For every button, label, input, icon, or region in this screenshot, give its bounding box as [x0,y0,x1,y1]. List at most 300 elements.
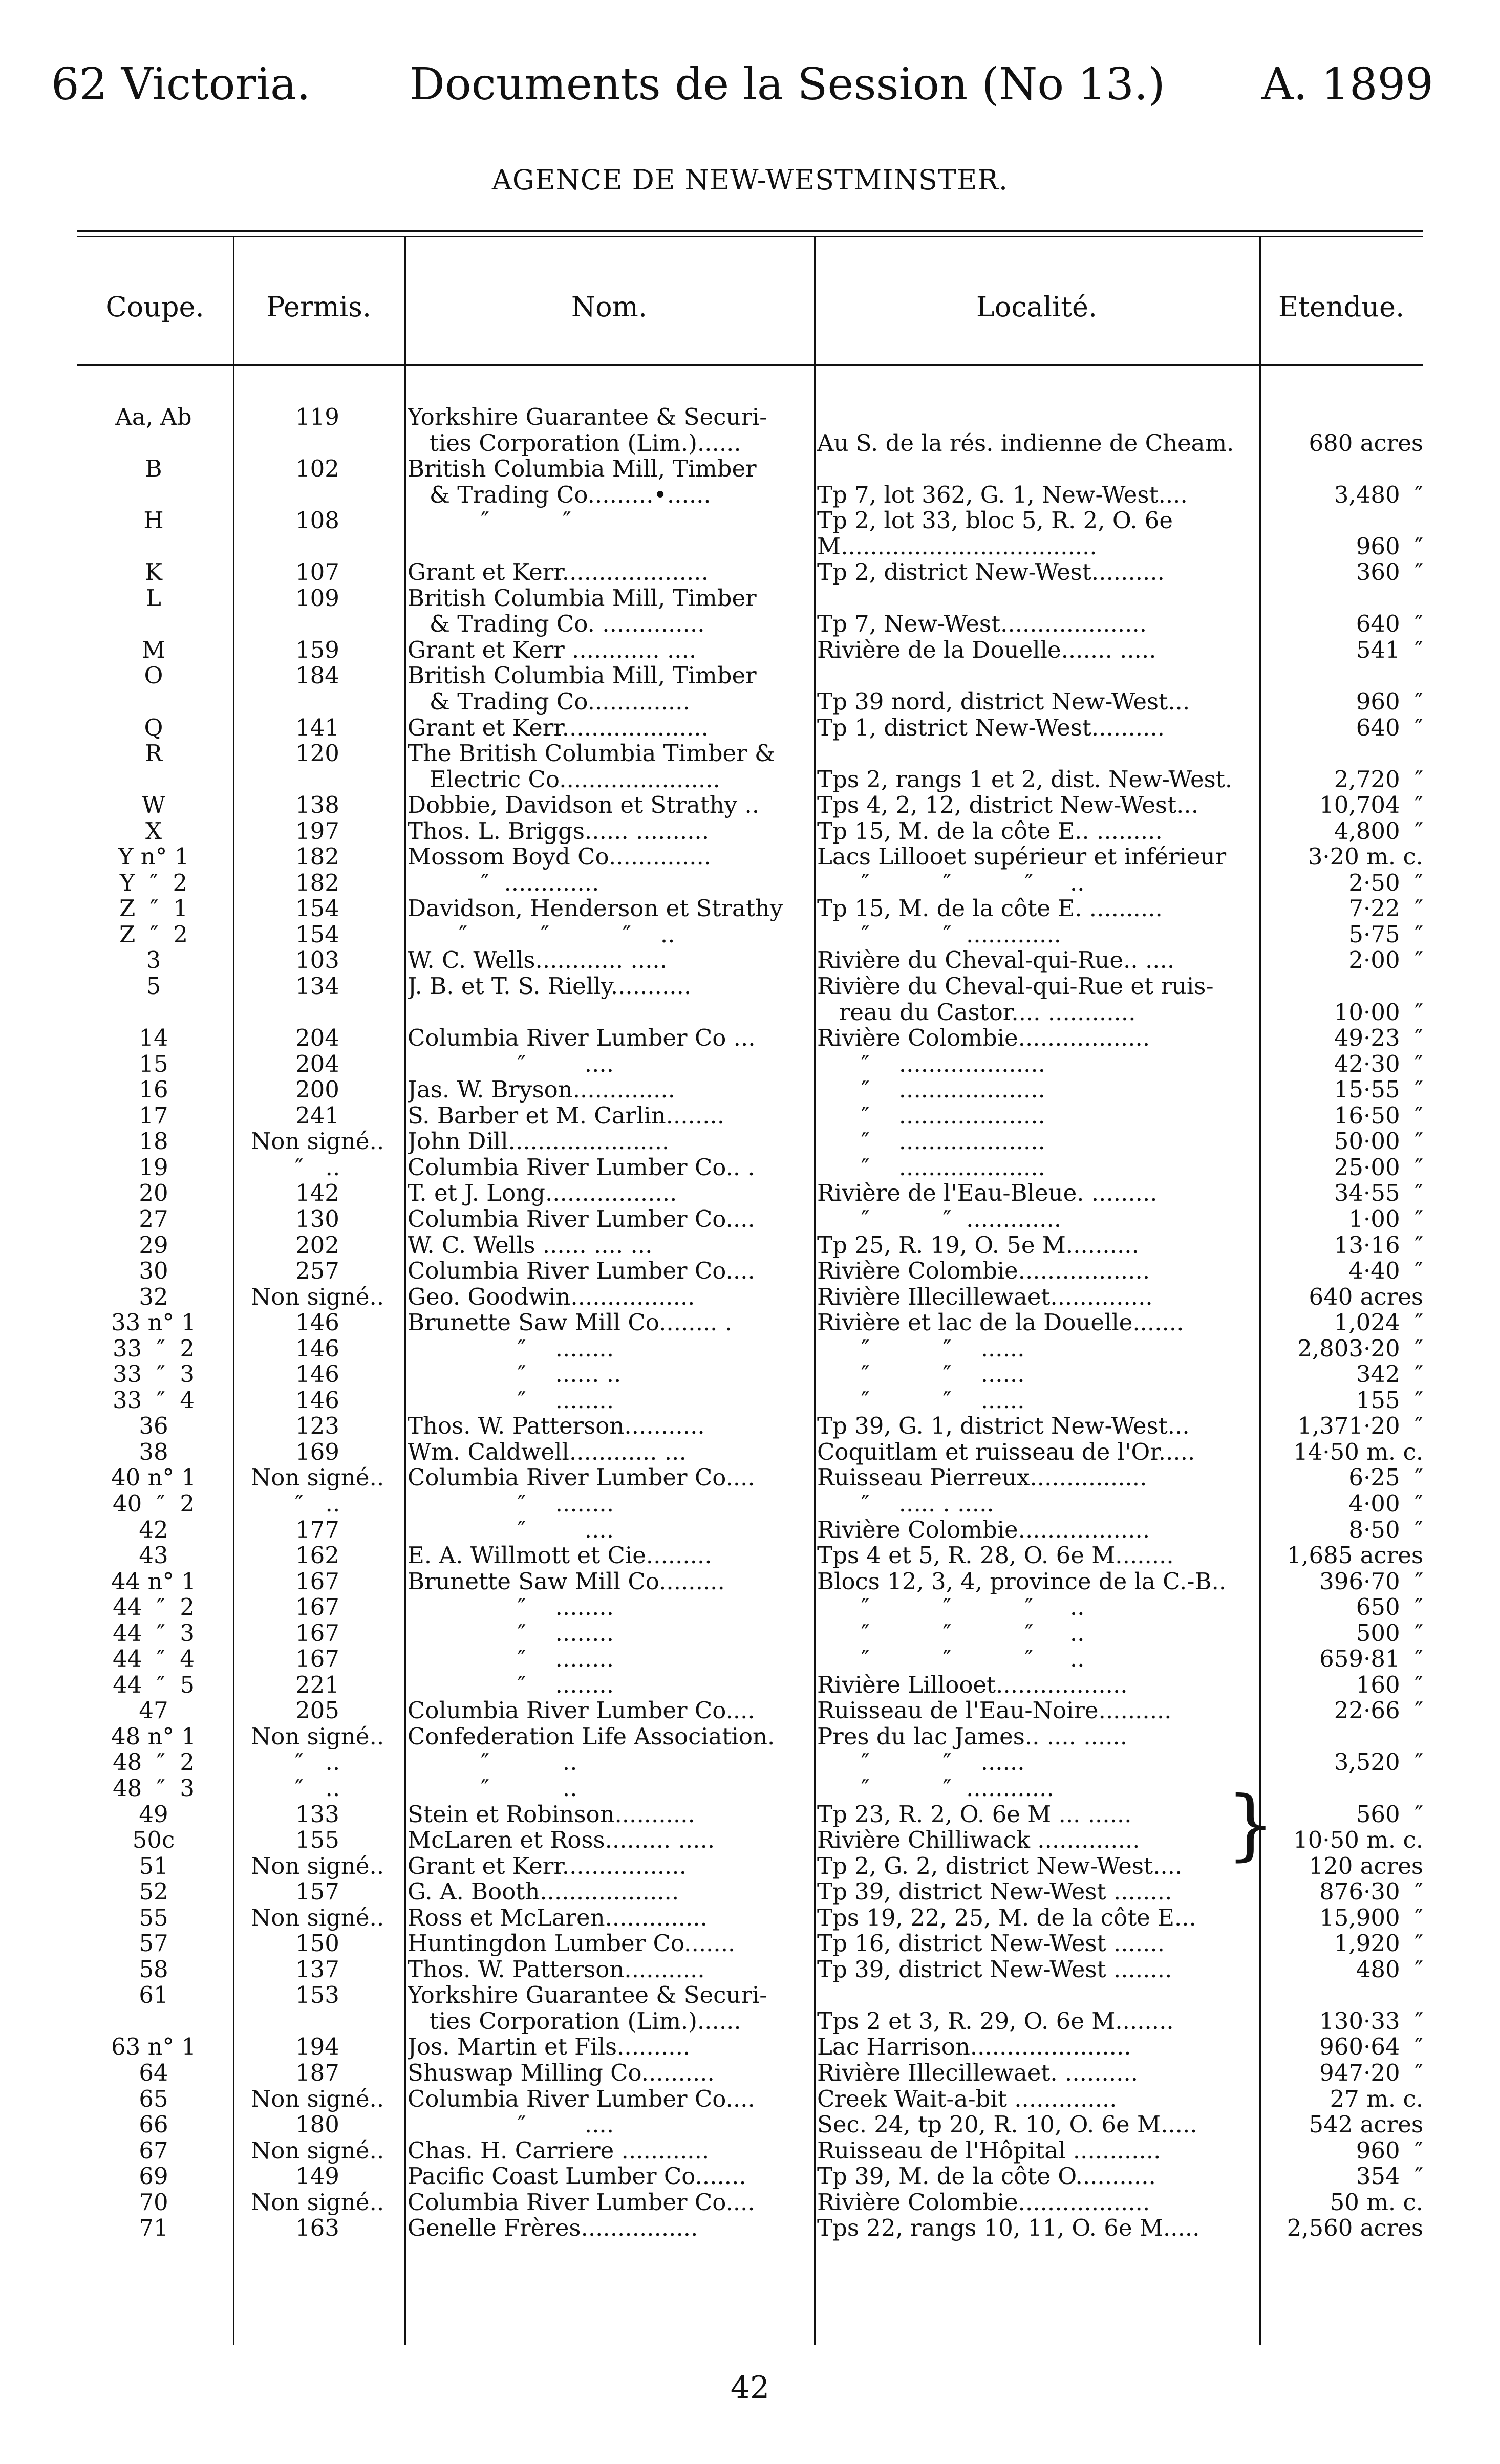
cell-permis: 130 [295,1206,339,1233]
cell-localite: Tp 16, district New-West ....... [817,1931,1165,1957]
cell-permis: 134 [295,974,339,1000]
table-row [0,1931,1500,1957]
cell-localite: Au S. de la rés. indienne de Cheam. [817,430,1234,457]
table-row [0,1776,1500,1802]
cell-etendue: 4·00 ″ [1348,1490,1423,1517]
cell-coupe: Aa, Ab [115,404,192,430]
table-row [0,1982,1500,2008]
cell-etendue: 360 ″ [1356,559,1423,586]
cell-etendue: 15·55 ″ [1334,1077,1423,1103]
table-row [0,1594,1500,1620]
cell-localite: Rivière Colombie.................. [817,2189,1150,2216]
cell-etendue: 27 m. c. [1330,2086,1423,2112]
cell-permis: 119 [295,404,339,430]
cell-etendue: 8·50 ″ [1348,1517,1423,1543]
cell-etendue: 15,900 ″ [1319,1905,1423,1931]
table-row [0,1155,1500,1181]
cell-coupe: 48 n° 1 [111,1723,196,1750]
cell-localite: ″ .................... [817,1129,1045,1155]
cell-coupe: 20 [139,1180,168,1206]
table-row [0,1206,1500,1233]
cell-nom: Thos. W. Patterson........... [408,1413,705,1439]
cell-permis: Non signé.. [250,2189,384,2216]
cell-coupe: Y n° 1 [118,844,189,870]
table-row [0,947,1500,974]
cell-nom: & Trading Co.............. [408,689,690,715]
cell-permis: 184 [295,663,339,689]
section-title: AGENCE DE NEW-WESTMINSTER. [491,164,1009,196]
cell-nom: McLaren et Ross......... ..... [408,1827,715,1853]
cell-coupe: 3 [146,947,161,974]
cell-permis: 120 [295,741,339,767]
table-top-rule-2 [77,236,1423,237]
cell-etendue: 650 ″ [1356,1594,1423,1620]
cell-etendue: 2·50 ″ [1348,870,1423,896]
cell-localite: Tps 22, rangs 10, 11, O. 6e M..... [817,2215,1200,2241]
cell-coupe: 49 [139,1801,168,1828]
cell-etendue: 25·00 ″ [1334,1154,1423,1181]
cell-nom: ties Corporation (Lim.)...... [408,430,741,457]
cell-localite: Rivière Colombie.................. [817,1025,1150,1051]
cell-etendue: 34·55 ″ [1334,1180,1423,1206]
cell-localite: Tps 4, 2, 12, district New-West... [817,792,1199,818]
cell-localite: Rivière du Cheval-qui-Rue et ruis- [817,974,1214,1000]
cell-coupe: 15 [139,1051,168,1077]
cell-permis: 154 [295,921,339,948]
cell-localite: Tps 4 et 5, R. 28, O. 6e M........ [817,1543,1174,1569]
cell-coupe: 33 ″ 4 [113,1387,195,1414]
cell-permis: 204 [295,1051,339,1077]
cell-etendue: 1,371·20 ″ [1297,1413,1423,1439]
cell-permis: 102 [295,456,339,482]
cell-etendue: 640 ″ [1356,611,1423,637]
cell-etendue: 10·00 ″ [1334,999,1423,1026]
cell-etendue: 5·75 ″ [1348,921,1423,948]
cell-nom: Yorkshire Guarantee & Securi- [408,1982,767,2008]
table-row [0,482,1500,508]
cell-coupe: 55 [139,1905,168,1931]
table-row [0,741,1500,767]
column-header-localite: Localité. [976,291,1098,323]
cell-coupe: 61 [139,1982,168,2008]
cell-permis: 204 [295,1025,339,1051]
cell-permis: 182 [295,870,339,896]
cell-coupe: L [146,585,161,612]
cell-nom: Brunette Saw Mill Co........ . [408,1310,733,1336]
cell-permis: 123 [295,1413,339,1439]
cell-nom: Columbia River Lumber Co.... [408,1258,755,1284]
cell-permis: 150 [295,1931,339,1957]
cell-localite: Pres du lac James.. .... ...... [817,1723,1128,1750]
table-row [0,1957,1500,1983]
cell-nom: ″ ........ [408,1646,614,1672]
table-row [0,715,1500,741]
cell-etendue: 160 ″ [1356,1672,1423,1698]
cell-etendue: 947·20 ″ [1319,2060,1423,2086]
cell-nom: Dobbie, Davidson et Strathy .. [408,792,760,818]
cell-permis: 167 [295,1646,339,1672]
cell-nom: Grant et Kerr................. [408,1853,687,1879]
cell-etendue: 876·30 ″ [1319,1879,1423,1905]
table-row [0,2112,1500,2138]
table-row [0,1646,1500,1672]
cell-nom: Columbia River Lumber Co.... [408,2086,755,2112]
cell-etendue: 541 ″ [1356,637,1423,663]
cell-localite: Rivière Chilliwack .............. [817,1827,1140,1853]
cell-nom: Ross et McLaren.............. [408,1905,708,1931]
cell-localite: Sec. 24, tp 20, R. 10, O. 6e M..... [817,2112,1197,2138]
cell-nom: Thos. W. Patterson........... [408,1956,705,1983]
cell-coupe: 5 [146,974,161,1000]
cell-nom: ″ ........ [408,1387,614,1414]
cell-permis: ″ .. [294,1775,340,1802]
cell-permis: 133 [295,1801,339,1828]
cell-nom: The British Columbia Timber & [408,741,776,767]
table-row [0,1879,1500,1905]
cell-nom: Brunette Saw Mill Co......... [408,1568,725,1595]
cell-nom: Shuswap Milling Co.......... [408,2060,715,2086]
cell-nom: Columbia River Lumber Co ... [408,1025,756,1051]
cell-localite: Tps 2 et 3, R. 29, O. 6e M........ [817,2008,1174,2035]
cell-nom: ″ .... [408,1051,614,1077]
table-row [0,1439,1500,1465]
table-row [0,2190,1500,2216]
cell-coupe: Y ″ 2 [119,870,188,896]
cell-permis: Non signé.. [250,2137,384,2164]
cell-permis: 169 [295,1439,339,1465]
cell-nom: ″ .... [408,2112,614,2138]
table-row [0,2034,1500,2060]
table-row [0,1233,1500,1259]
cell-permis: 146 [295,1361,339,1388]
cell-nom: ″ ...... .. [408,1361,622,1388]
cell-coupe: 38 [139,1439,168,1465]
cell-localite: Rivière du Cheval-qui-Rue.. .... [817,947,1175,974]
cell-nom: Thos. L. Briggs...... .......... [408,818,710,845]
cell-coupe: B [145,456,162,482]
cell-coupe: 67 [139,2137,168,2164]
table-row [0,1361,1500,1388]
table-row [0,844,1500,870]
table-row [0,586,1500,612]
cell-nom: Pacific Coast Lumber Co....... [408,2164,746,2190]
cell-localite: Tp 39, district New-West ........ [817,1956,1172,1983]
table-row [0,1465,1500,1491]
cell-coupe: X [145,818,162,845]
cell-permis: Non signé.. [250,1129,384,1155]
cell-etendue: 640 ″ [1356,715,1423,741]
cell-etendue: 680 acres [1309,430,1423,457]
table-row [0,689,1500,715]
cell-coupe: Q [144,715,163,741]
cell-localite: Tp 7, New-West.................... [817,611,1147,637]
cell-permis: Non signé.. [250,1723,384,1750]
cell-permis: 180 [295,2112,339,2138]
cell-coupe: 57 [139,1931,168,1957]
table-row [0,1310,1500,1336]
cell-permis: 155 [295,1827,339,1853]
cell-localite: ″ .................... [817,1051,1045,1077]
cell-localite: Blocs 12, 3, 4, province de la C.-B.. [817,1568,1227,1595]
cell-coupe: 36 [139,1413,168,1439]
cell-permis: ″ .. [294,1490,340,1517]
cell-localite: ″ ″ ...... [817,1335,1025,1362]
brace-48: } [1226,1780,1275,1869]
cell-nom: Davidson, Henderson et Strathy [408,896,783,922]
header-left: 62 Victoria. [51,59,311,110]
cell-coupe: 27 [139,1206,168,1233]
table-row [0,1905,1500,1931]
cell-permis: ″ .. [294,1154,340,1181]
table-top-rule [77,230,1423,232]
cell-nom: & Trading Co.........•...... [408,482,711,508]
cell-permis: 146 [295,1335,339,1362]
cell-etendue: 2,560 acres [1287,2215,1423,2241]
cell-coupe: R [145,741,162,767]
cell-localite: Tp 39 nord, district New-West... [817,689,1190,715]
table-row [0,896,1500,922]
table-row [0,1077,1500,1103]
cell-localite: Tp 15, M. de la côte E.. ......... [817,818,1163,845]
cell-coupe: 44 ″ 4 [113,1646,195,1672]
table-row [0,1827,1500,1853]
cell-coupe: 44 ″ 3 [113,1620,195,1647]
cell-nom: Jas. W. Bryson.............. [408,1077,675,1103]
cell-permis: 177 [295,1517,339,1543]
cell-permis: 108 [295,508,339,534]
cell-coupe: 19 [139,1154,168,1181]
table-row [0,1853,1500,1879]
cell-coupe: 44 ″ 2 [113,1594,195,1620]
cell-localite: Rivière de l'Eau-Bleue. ......... [817,1180,1158,1206]
cell-localite: ″ ..... . ..... [817,1490,994,1517]
cell-nom: Wm. Caldwell............ ... [408,1439,687,1465]
cell-coupe: 52 [139,1879,168,1905]
cell-permis: 157 [295,1879,339,1905]
cell-localite: Tp 25, R. 19, O. 5e M.......... [817,1232,1139,1259]
cell-nom: ″ ........ [408,1490,614,1517]
cell-localite: Ruisseau Pierreux................ [817,1465,1147,1491]
cell-localite: Tp 39, district New-West ........ [817,1879,1172,1905]
cell-coupe: Z ″ 1 [119,896,188,922]
table-row [0,1336,1500,1362]
cell-permis: 167 [295,1594,339,1620]
cell-localite: Rivière de la Douelle....... ..... [817,637,1156,663]
page-number: 42 [730,2370,770,2406]
cell-localite: Tp 15, M. de la côte E. .......... [817,896,1163,922]
table-row [0,2060,1500,2086]
cell-nom: ″ ........ [408,1620,614,1647]
table-row [0,1698,1500,1724]
cell-nom: British Columbia Mill, Timber [408,585,757,612]
cell-nom: ″ ........ [408,1335,614,1362]
table-row [0,637,1500,663]
cell-etendue: 960 ″ [1356,2137,1423,2164]
cell-etendue: 960·64 ″ [1319,2034,1423,2060]
table-row [0,1129,1500,1155]
cell-etendue: 3,520 ″ [1334,1749,1423,1776]
cell-etendue: 640 acres [1309,1284,1423,1310]
cell-nom: Confederation Life Association. [408,1723,775,1750]
cell-coupe: 48 ″ 3 [113,1775,195,1802]
cell-etendue: 480 ″ [1356,1956,1423,1983]
cell-etendue: 10·50 m. c. [1293,1827,1423,1853]
table-row [0,430,1500,457]
cell-localite: ″ ″ ″ .. [817,1594,1085,1620]
cell-localite: ″ ″ ............. [817,921,1062,948]
cell-etendue: 396·70 ″ [1319,1568,1423,1595]
cell-localite: Tp 23, R. 2, O. 6e M ... ...... [817,1801,1132,1828]
cell-nom: G. A. Booth................... [408,1879,679,1905]
cell-etendue: 50·00 ″ [1334,1129,1423,1155]
cell-coupe: W [141,792,166,818]
cell-coupe: 51 [139,1853,168,1879]
table-row [0,1802,1500,1828]
cell-coupe: H [143,508,164,534]
cell-coupe: 44 n° 1 [111,1568,196,1595]
table-row [0,1025,1500,1051]
table-row [0,1180,1500,1206]
cell-permis: 138 [295,792,339,818]
cell-etendue: 354 ″ [1356,2164,1423,2190]
table-row [0,2215,1500,2241]
cell-coupe: 16 [139,1077,168,1103]
cell-coupe: 33 ″ 3 [113,1361,195,1388]
cell-localite: ″ ″ ″ .. [817,1646,1085,1672]
cell-localite: Tp 39, M. de la côte O........... [817,2164,1156,2190]
cell-coupe: 58 [139,1956,168,1983]
cell-etendue: 10,704 ″ [1319,792,1423,818]
cell-coupe: 33 n° 1 [111,1310,196,1336]
cell-permis: 162 [295,1543,339,1569]
cell-etendue: 2·00 ″ [1348,947,1423,974]
cell-permis: Non signé.. [250,1905,384,1931]
cell-permis: 182 [295,844,339,870]
cell-localite: Tps 19, 22, 25, M. de la côte E... [817,1905,1196,1931]
cell-etendue: 50 m. c. [1330,2189,1423,2216]
cell-etendue: 155 ″ [1356,1387,1423,1414]
table-row [0,534,1500,560]
cell-etendue: 14·50 m. c. [1293,1439,1423,1465]
table-row [0,870,1500,896]
cell-localite: Tp 1, district New-West.......... [817,715,1165,741]
cell-localite: ″ ″ ...... [817,1749,1025,1776]
cell-coupe: 18 [139,1129,168,1155]
column-header-nom: Nom. [571,291,648,323]
cell-localite: Lac Harrison...................... [817,2034,1131,2060]
cell-coupe: 65 [139,2086,168,2112]
cell-localite: ″ ″ ............. [817,1206,1062,1233]
cell-permis: 137 [295,1956,339,1983]
table-row [0,922,1500,948]
table-row [0,1284,1500,1310]
cell-etendue: 1,024 ″ [1334,1310,1423,1336]
cell-localite: ″ ″ ............ [817,1775,1054,1802]
table-row [0,559,1500,586]
cell-permis: 205 [295,1698,339,1724]
cell-coupe: 63 n° 1 [111,2034,196,2060]
cell-nom: Stein et Robinson........... [408,1801,695,1828]
cell-etendue: 120 acres [1309,1853,1423,1879]
cell-localite: Lacs Lillooet supérieur et inférieur [817,844,1227,870]
cell-nom: Grant et Kerr.................... [408,715,709,741]
cell-permis: 167 [295,1568,339,1595]
cell-nom: Columbia River Lumber Co.... [408,1206,755,1233]
cell-nom: Columbia River Lumber Co.... [408,1698,755,1724]
cell-permis: Non signé.. [250,2086,384,2112]
cell-nom: ″ .. [408,1775,577,1802]
cell-permis: 153 [295,1982,339,2008]
cell-permis: 200 [295,1077,339,1103]
cell-localite: Creek Wait-a-bit .............. [817,2086,1117,2112]
cell-localite: Rivière Illecillewaet.............. [817,1284,1153,1310]
cell-nom: Grant et Kerr ............ .... [408,637,697,663]
cell-permis: 146 [295,1387,339,1414]
table-row [0,1491,1500,1517]
table-row [0,1749,1500,1776]
table-row [0,1103,1500,1129]
cell-etendue: 13·16 ″ [1334,1232,1423,1259]
cell-etendue: 1,920 ″ [1334,1931,1423,1957]
table-header-rule [77,364,1423,366]
cell-etendue: 542 acres [1309,2112,1423,2138]
cell-coupe: M [141,637,166,663]
cell-nom: Grant et Kerr.................... [408,559,709,586]
cell-localite: Tp 7, lot 362, G. 1, New-West.... [817,482,1188,508]
cell-nom: Columbia River Lumber Co.. . [408,1154,755,1181]
cell-localite: Tp 39, G. 1, district New-West... [817,1413,1190,1439]
cell-nom: Geo. Goodwin................. [408,1284,695,1310]
cell-etendue: 960 ″ [1356,533,1423,560]
cell-nom: ″ .... [408,1517,614,1543]
cell-coupe: 29 [139,1232,168,1259]
cell-nom: T. et J. Long.................. [408,1180,677,1206]
table-row [0,2086,1500,2112]
cell-localite: ″ ″ ...... [817,1361,1025,1388]
cell-nom: Electric Co...................... [408,766,720,793]
cell-etendue: 42·30 ″ [1334,1051,1423,1077]
cell-etendue: 4,800 ″ [1334,818,1423,845]
cell-localite: reau du Castor.... ............ [817,999,1136,1026]
cell-permis: 163 [295,2215,339,2241]
cell-permis: Non signé.. [250,1853,384,1879]
cell-localite: ″ ″ ″ .. [817,1620,1085,1647]
cell-nom: ″ ........ [408,1672,614,1698]
table-row [0,2138,1500,2164]
table-row [0,404,1500,430]
cell-nom: ties Corporation (Lim.)...... [408,2008,741,2035]
table-row [0,974,1500,1000]
cell-nom: W. C. Wells ...... .... ... [408,1232,653,1259]
cell-localite: Coquitlam et ruisseau de l'Or..... [817,1439,1195,1465]
table-row [0,2008,1500,2035]
column-header-etendue: Etendue. [1278,291,1405,323]
cell-localite: ″ ″ ″ .. [817,870,1085,896]
cell-permis: 141 [295,715,339,741]
cell-etendue: 130·33 ″ [1319,2008,1423,2035]
cell-coupe: 32 [139,1284,168,1310]
cell-nom: ″ ............. [408,870,599,896]
table-row [0,1000,1500,1026]
running-header [51,56,1433,113]
table-row [0,1724,1500,1750]
cell-coupe: 64 [139,2060,168,2086]
cell-etendue: 342 ″ [1356,1361,1423,1388]
cell-coupe: O [144,663,163,689]
cell-localite: ″ .................... [817,1103,1045,1129]
table-row [0,1258,1500,1284]
cell-etendue: 22·66 ″ [1334,1698,1423,1724]
